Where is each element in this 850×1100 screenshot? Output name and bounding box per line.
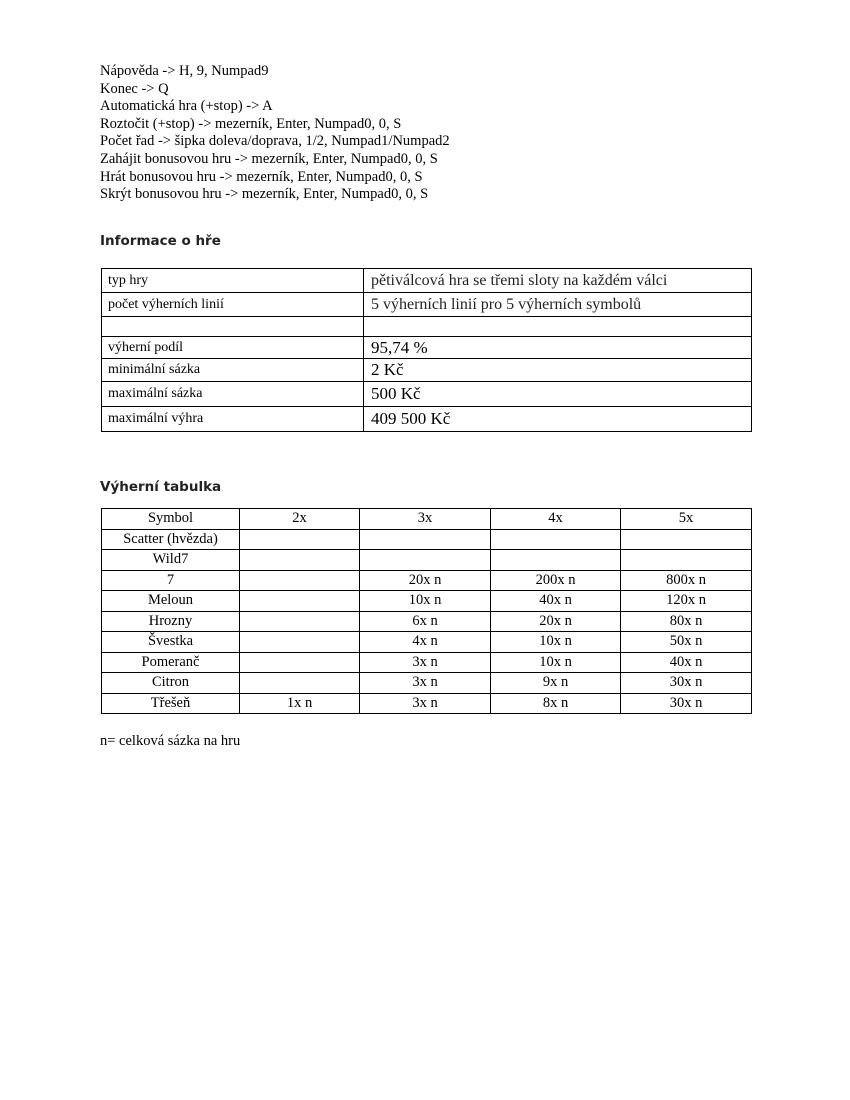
column-header: 2x bbox=[240, 509, 360, 530]
info-label: maximální výhra bbox=[102, 407, 364, 432]
info-row bbox=[102, 359, 752, 382]
symbol-cell: 7 bbox=[102, 570, 240, 591]
info-value: 409 500 Kč bbox=[364, 407, 752, 432]
control-line: Počet řad -> šipka doleva/doprava, 1/2, Numpad1/Numpad2 bbox=[100, 133, 450, 150]
paytable-row bbox=[102, 611, 752, 632]
control-line: Skrýt bonusovou hru -> mezerník, Enter, Numpad0, 0, S bbox=[100, 186, 429, 203]
symbol-cell: Scatter (hvězda) bbox=[102, 529, 240, 550]
symbol-cell: Třešeň bbox=[102, 693, 240, 714]
payout-cell: 3x n bbox=[360, 673, 491, 694]
info-label: maximální sázka bbox=[102, 382, 364, 407]
payout-cell bbox=[240, 673, 360, 694]
payout-cell: 9x n bbox=[491, 673, 621, 694]
info-label: minimální sázka bbox=[102, 359, 364, 382]
info-row bbox=[102, 337, 752, 359]
info-row bbox=[102, 382, 752, 407]
payout-cell: 1x n bbox=[240, 693, 360, 714]
payout-cell: 40x n bbox=[621, 652, 752, 673]
paytable-heading: Výherní tabulka bbox=[100, 479, 222, 495]
payout-cell: 200x n bbox=[491, 570, 621, 591]
symbol-cell: Hrozny bbox=[102, 611, 240, 632]
column-header: 3x bbox=[360, 509, 491, 530]
payout-cell bbox=[621, 529, 752, 550]
payout-cell bbox=[240, 570, 360, 591]
control-line: Konec -> Q bbox=[100, 80, 169, 97]
payout-cell: 3x n bbox=[360, 693, 491, 714]
symbol-cell: Wild7 bbox=[102, 550, 240, 571]
payout-cell bbox=[240, 591, 360, 612]
payout-cell: 50x n bbox=[621, 632, 752, 653]
control-line: Hrát bonusovou hru -> mezerník, Enter, Numpad0, 0, S bbox=[100, 168, 423, 185]
info-label: výherní podíl bbox=[102, 337, 364, 359]
payout-cell: 30x n bbox=[621, 673, 752, 694]
payout-cell: 40x n bbox=[491, 591, 621, 612]
payout-cell bbox=[240, 652, 360, 673]
info-value: 500 Kč bbox=[364, 382, 752, 407]
symbol-cell: Citron bbox=[102, 673, 240, 694]
paytable-row bbox=[102, 693, 752, 714]
info-value: pětiválcová hra se třemi sloty na každém válci bbox=[364, 269, 752, 293]
info-label: typ hry bbox=[102, 269, 364, 293]
payout-cell: 80x n bbox=[621, 611, 752, 632]
info-value: 95,74 % bbox=[364, 337, 752, 359]
payout-cell: 120x n bbox=[621, 591, 752, 612]
paytable-row bbox=[102, 632, 752, 653]
paytable-row bbox=[102, 570, 752, 591]
payout-cell: 3x n bbox=[360, 652, 491, 673]
symbol-cell: Pomeranč bbox=[102, 652, 240, 673]
payout-cell bbox=[491, 550, 621, 571]
payout-cell bbox=[360, 529, 491, 550]
payout-cell: 10x n bbox=[360, 591, 491, 612]
game-info-table bbox=[101, 268, 752, 432]
payout-cell bbox=[491, 529, 621, 550]
payout-cell: 20x n bbox=[491, 611, 621, 632]
symbol-cell: Švestka bbox=[102, 632, 240, 653]
payout-cell: 6x n bbox=[360, 611, 491, 632]
payout-cell bbox=[240, 611, 360, 632]
info-row bbox=[102, 317, 752, 337]
payout-cell bbox=[240, 550, 360, 571]
payout-cell bbox=[621, 550, 752, 571]
info-value: 2 Kč bbox=[364, 359, 752, 382]
payout-cell: 4x n bbox=[360, 632, 491, 653]
payout-cell: 30x n bbox=[621, 693, 752, 714]
payout-cell bbox=[360, 550, 491, 571]
control-line: Automatická hra (+stop) -> A bbox=[100, 98, 273, 115]
paytable-row bbox=[102, 673, 752, 694]
column-header: 5x bbox=[621, 509, 752, 530]
paytable-header-row bbox=[102, 509, 752, 530]
payout-cell: 10x n bbox=[491, 652, 621, 673]
info-row bbox=[102, 407, 752, 432]
info-row bbox=[102, 293, 752, 317]
paytable-row bbox=[102, 652, 752, 673]
payout-cell: 20x n bbox=[360, 570, 491, 591]
info-label bbox=[102, 317, 364, 337]
paytable-row bbox=[102, 550, 752, 571]
info-value bbox=[364, 317, 752, 337]
control-line: Nápověda -> H, 9, Numpad9 bbox=[100, 63, 269, 79]
paytable-row bbox=[102, 591, 752, 612]
info-label: počet výherních linií bbox=[102, 293, 364, 317]
info-row bbox=[102, 269, 752, 293]
payout-cell bbox=[240, 632, 360, 653]
controls-list bbox=[100, 63, 450, 204]
info-heading: Informace o hře bbox=[100, 233, 221, 249]
payout-cell: 10x n bbox=[491, 632, 621, 653]
payout-cell: 8x n bbox=[491, 693, 621, 714]
symbol-cell: Meloun bbox=[102, 591, 240, 612]
column-header: Symbol bbox=[102, 509, 240, 530]
paytable-row bbox=[102, 529, 752, 550]
paytable-footnote: n= celková sázka na hru bbox=[100, 733, 241, 749]
column-header: 4x bbox=[491, 509, 621, 530]
paytable bbox=[101, 508, 752, 714]
payout-cell bbox=[240, 529, 360, 550]
control-line: Zahájit bonusovou hru -> mezerník, Enter, Numpad0, 0, S bbox=[100, 150, 438, 167]
control-line: Roztočit (+stop) -> mezerník, Enter, Numpad0, 0, S bbox=[100, 115, 402, 132]
payout-cell: 800x n bbox=[621, 570, 752, 591]
info-value: 5 výherních linií pro 5 výherních symbolů bbox=[364, 293, 752, 317]
